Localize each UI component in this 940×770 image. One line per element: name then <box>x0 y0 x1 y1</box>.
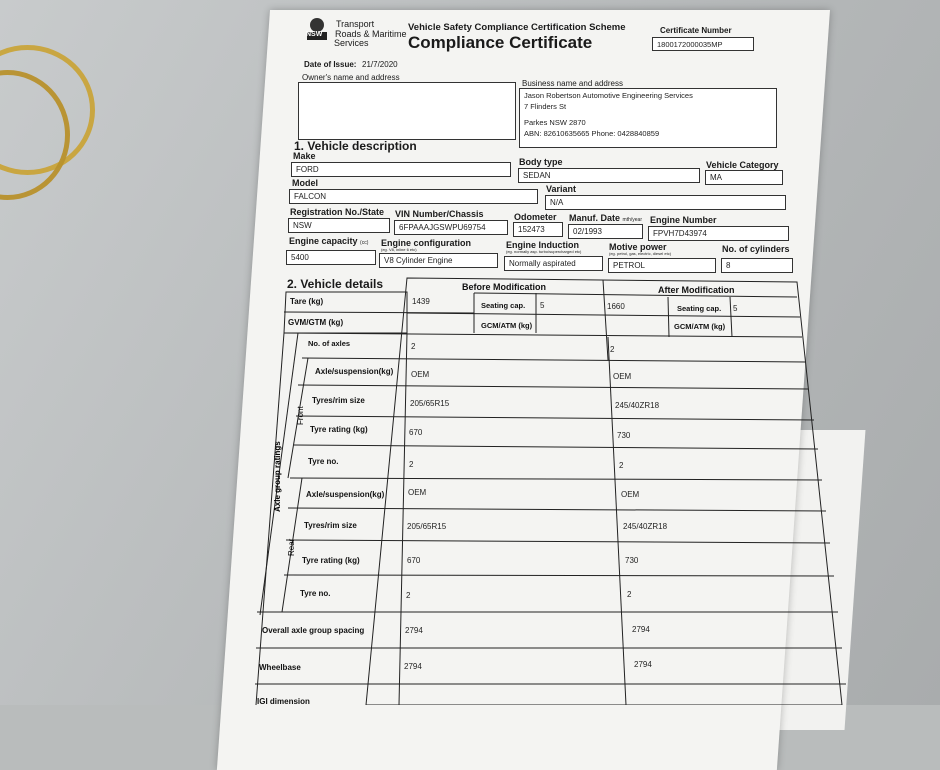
make-label: Make <box>293 151 316 161</box>
date-value: 21/7/2020 <box>362 60 398 69</box>
model-field: FALCON <box>289 189 538 204</box>
power-field: PETROL <box>608 258 716 273</box>
front-tyre-no-before: 2 <box>409 460 414 469</box>
power-hint: (eg. petrol, gas, electric, diesel etc) <box>609 251 672 256</box>
model-label: Model <box>292 178 318 188</box>
engine-no-label: Engine Number <box>650 215 717 225</box>
rear-rating-before: 670 <box>407 556 421 565</box>
odometer-label: Odometer <box>514 212 557 222</box>
rear-rating-label: Tyre rating (kg) <box>302 556 360 565</box>
agency-line2: Roads & Maritime <box>335 29 407 39</box>
rear-label: Rear <box>287 538 296 556</box>
agency-line3: Services <box>334 38 369 48</box>
manuf-hint: mth/year <box>622 217 642 223</box>
cert-number-label: Certificate Number <box>660 26 732 35</box>
front-rating-after: 730 <box>617 431 631 440</box>
business-line: 7 Flinders St <box>524 101 567 111</box>
front-tyres-label: Tyres/rim size <box>312 396 365 405</box>
capacity-label: Engine capacity <box>289 236 358 246</box>
tare-before: 1439 <box>412 297 430 306</box>
gvm-label: GVM/GTM (kg) <box>288 318 344 327</box>
section-vehicle-description: 1. Vehicle description <box>294 139 417 153</box>
front-label: Front <box>296 406 305 425</box>
induction-field: Normally aspirated <box>504 256 603 271</box>
rear-axle-label: Axle/suspension(kg) <box>306 490 385 499</box>
wheelbase-label: Wheelbase <box>259 663 301 672</box>
make-field: FORD <box>291 162 511 177</box>
gcm-label-after: GCM/ATM (kg) <box>674 322 726 331</box>
body-label: Body type <box>519 157 563 167</box>
rear-axle-before: OEM <box>408 488 427 497</box>
front-rating-before: 670 <box>409 428 423 437</box>
cylinders-label: No. of cylinders <box>722 244 790 254</box>
variant-label: Variant <box>546 184 577 194</box>
after-mod-header: After Modification <box>658 285 735 295</box>
seating-before: 5 <box>540 301 545 310</box>
spacing-label: Overall axle group spacing <box>262 626 365 635</box>
front-axle-label: Axle/suspension(kg) <box>315 367 394 376</box>
business-line: ABN: 82610635665 Phone: 0428840859 <box>524 128 660 138</box>
business-line: Jason Robertson Automotive Engineering Services <box>524 91 693 100</box>
capacity-field: 5400 <box>286 250 376 265</box>
last-row-label: IGI dimension <box>257 697 310 706</box>
logo-text: NSW <box>306 31 323 38</box>
category-field: MA <box>705 170 783 185</box>
owner-label: Owner's name and address <box>302 73 400 82</box>
front-tyres-after: 245/40ZR18 <box>615 401 660 410</box>
front-axle-after: OEM <box>613 372 632 381</box>
category-label: Vehicle Category <box>706 160 779 170</box>
rear-tyres-label: Tyres/rim size <box>304 521 357 530</box>
spacing-after: 2794 <box>632 625 650 634</box>
front-rating-label: Tyre rating (kg) <box>310 425 368 434</box>
front-tyres-before: 205/65R15 <box>410 399 450 408</box>
no-axles-after: 2 <box>610 345 615 354</box>
rear-tyres-before: 205/65R15 <box>407 522 447 531</box>
rear-axle-after: OEM <box>621 490 640 499</box>
front-axle-before: OEM <box>411 370 430 379</box>
variant-field: N/A <box>545 195 786 210</box>
engine-no-field: FPVH7D43974 <box>648 226 789 241</box>
odometer-field: 152473 <box>513 222 563 237</box>
no-axles-before: 2 <box>411 342 416 351</box>
before-mod-header: Before Modification <box>462 282 547 292</box>
front-tyre-no-label: Tyre no. <box>308 457 339 466</box>
front-tyre-no-after: 2 <box>619 461 624 470</box>
rear-tyres-after: 245/40ZR18 <box>623 522 668 531</box>
seating-after: 5 <box>733 304 738 313</box>
manuf-field: 02/1993 <box>568 224 643 239</box>
rear-tyre-no-after: 2 <box>627 590 632 599</box>
tare-label: Tare (kg) <box>290 297 324 306</box>
rego-field: NSW <box>288 218 390 233</box>
induction-label: Engine Induction <box>506 240 579 250</box>
capacity-hint: (cc) <box>360 240 369 246</box>
axle-group-label: Axle group ratings <box>273 441 282 512</box>
body-field: SEDAN <box>518 168 700 183</box>
scheme-name: Vehicle Safety Compliance Certification Scheme <box>408 22 626 33</box>
business-label: Business name and address <box>522 79 623 88</box>
manuf-label-text: Manuf. Date <box>569 213 621 223</box>
config-hint: (eg. V8, inline 6 etc) <box>381 247 417 252</box>
wheelbase-before: 2794 <box>404 662 422 671</box>
cert-number: 1800172000035MP <box>652 37 754 51</box>
induction-hint: (eg. normally asp. turbo/supercharged etc) <box>506 249 582 254</box>
rear-tyre-no-label: Tyre no. <box>300 589 331 598</box>
spacing-before: 2794 <box>405 626 423 635</box>
wheelbase-after: 2794 <box>634 660 652 669</box>
rego-label: Registration No./State <box>290 207 385 217</box>
power-label: Motive power <box>609 242 667 252</box>
vin-label: VIN Number/Chassis <box>395 209 484 219</box>
seating-label-after: Seating cap. <box>677 304 722 313</box>
section-vehicle-details: 2. Vehicle details <box>287 277 384 291</box>
config-field: V8 Cylinder Engine <box>379 253 498 268</box>
cylinders-field: 8 <box>721 258 793 273</box>
date-label: Date of Issue: <box>304 60 357 69</box>
config-label: Engine configuration <box>381 238 471 248</box>
gcm-label: GCM/ATM (kg) <box>481 321 533 330</box>
seating-label: Seating cap. <box>481 301 526 310</box>
page-title: Compliance Certificate <box>408 33 593 52</box>
rear-rating-after: 730 <box>625 556 639 565</box>
business-line: Parkes NSW 2870 <box>524 118 586 127</box>
rear-tyre-no-before: 2 <box>406 591 411 600</box>
vin-field: 6FPAAAJGSWPU69754 <box>394 220 508 235</box>
agency-line1: Transport <box>336 19 375 29</box>
tare-after: 1660 <box>607 302 625 311</box>
no-axles-label: No. of axles <box>308 339 351 348</box>
